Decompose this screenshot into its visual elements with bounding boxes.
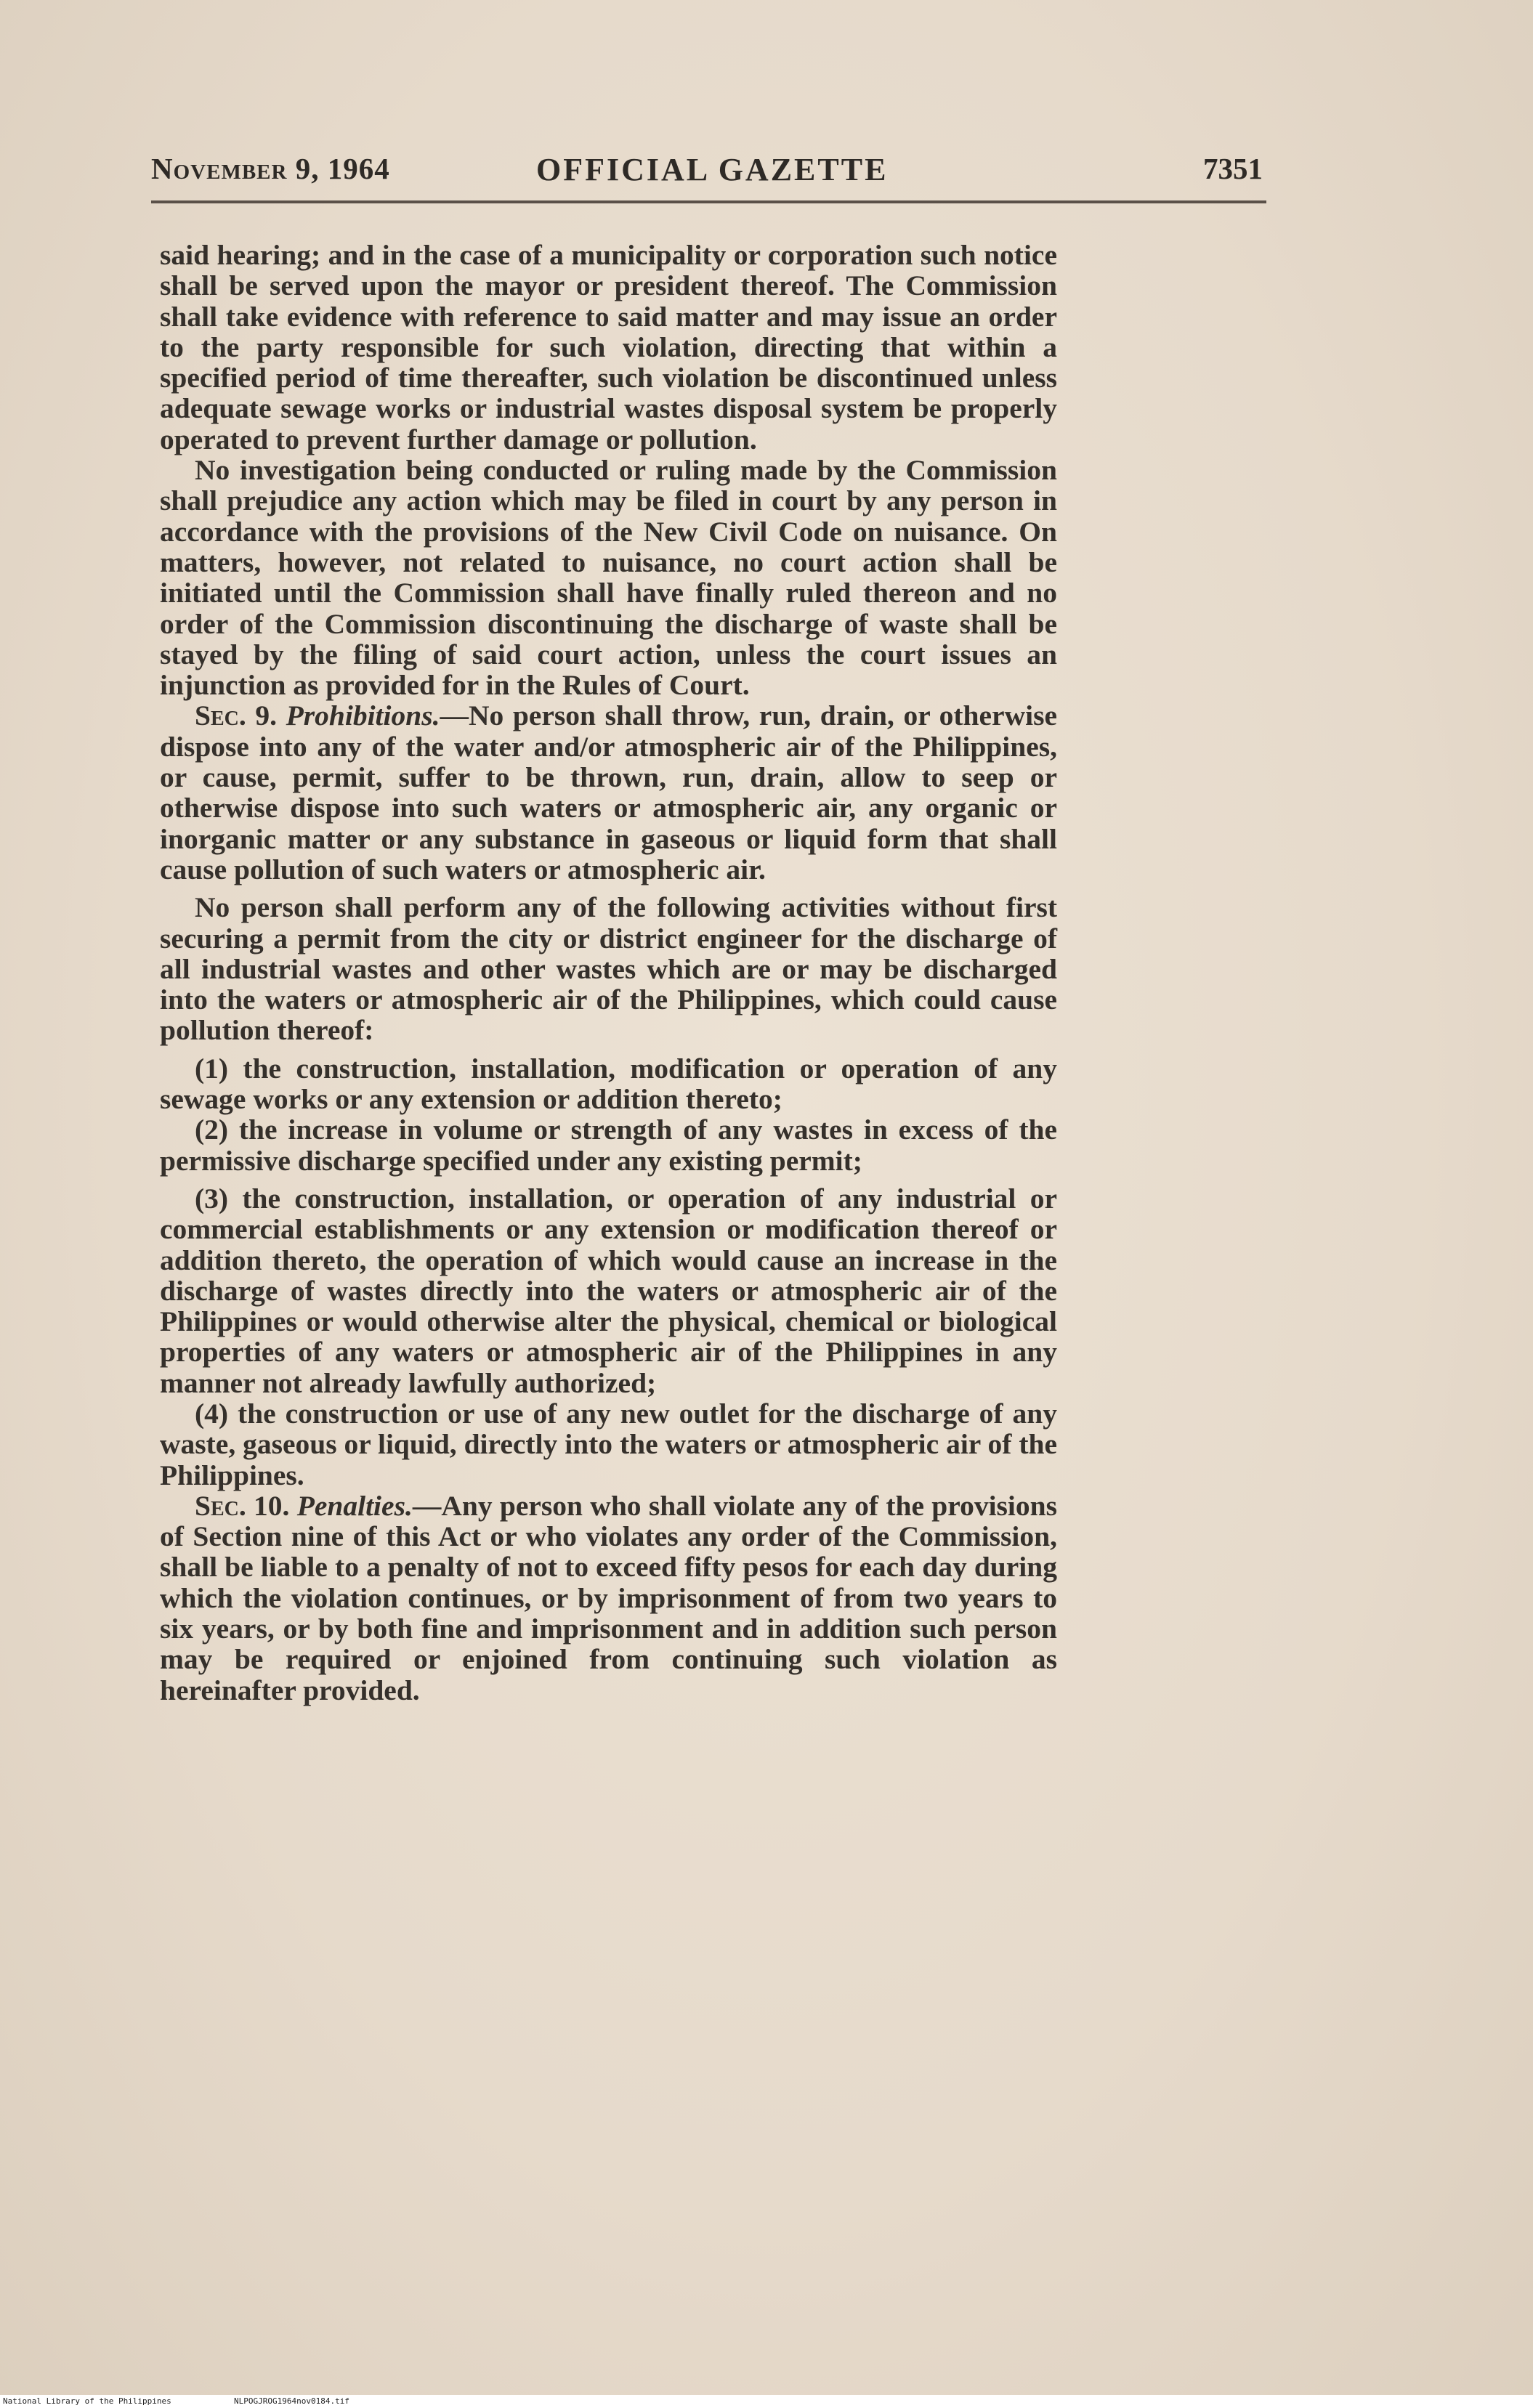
list-item [160, 1398, 1057, 1491]
page-number: 7351 [1203, 152, 1263, 185]
section-number: Sec. 9. [195, 700, 277, 732]
section-10-paragraph [160, 1491, 1057, 1706]
section-heading: Penalties. [296, 1489, 413, 1522]
section-9-paragraph [160, 700, 1057, 885]
paragraph-text: (2) the increase in volume or strength of any wastes in excess of the permissive discharge specified under any existing permit; [160, 1114, 1057, 1177]
list-item [160, 1053, 1057, 1115]
paragraph-text: No investigation being conducted or ruling made by the Commission shall prejudice any action which may be filed in court by any person in accordance with the provisions of the New Civil Code on nuisance. On matters, however, not related to nuisance, no court action shall be initiated until the Commission shall have finally ruled thereon and no order of the Commission discontinuing the discharge of waste shall be stayed by the filing of said court action, unless the court issues an injunction as provided for in the Rules of Court. [160, 454, 1057, 702]
publication-title: OFFICIAL GAZETTE [536, 152, 889, 187]
paragraph-text: said hearing; and in the case of a municipality or corporation such notice shall be served upon the mayor or president thereof. The Commission shall take evidence with reference to said matter and may issue an order to the party responsible for such violation, directing that within a specified period of time thereafter, such violation be discontinued unless adequate sewage works or industrial wastes disposal system be properly operated to prevent further damage or pollution. [160, 239, 1057, 455]
paragraph [160, 240, 1057, 455]
section-heading: Prohibitions. [286, 700, 440, 732]
paragraph [160, 892, 1057, 1045]
list-item [160, 1183, 1057, 1398]
section-number: Sec. 10. [195, 1489, 290, 1522]
library-credit: National Library of the Philippines [3, 2396, 171, 2406]
paragraph-text: (4) the construction or use of any new outlet for the discharge of any waste, gaseous or liquid, directly into the waters or atmospheric air of the Philippines. [160, 1397, 1057, 1491]
body-text [160, 240, 1057, 1706]
paragraph-text: (3) the construction, installation, or operation of any industrial or commercial establishments or any extension or modification thereof or addition thereto, the operation of which would cause an increase in the discharge of wastes directly into the waters or atmospheric air of the Philippines or would otherwise alter the physical, chemical or biological properties of any waters or atmospheric air of the Philippines in any manner not already lawfully authorized; [160, 1182, 1057, 1399]
paragraph-text: —Any person who shall violate any of the provisions of Section nine of this Act or who violates any order of the Commission, shall be liable to a penalty of not to exceed fifty pesos for each day during which the violation continues, or by imprisonment of from two years to six years, or by both fine and imprisonment and in addition such person may be required or enjoined from continuing such violation as hereinafter provided. [160, 1489, 1057, 1706]
paragraph-text: (1) the construction, installation, modification or operation of any sewage works or any extension or addition thereto; [160, 1052, 1057, 1116]
paragraph-text: —No person shall throw, run, drain, or otherwise dispose into any of the water and/or atmospheric air of the Philippines, or cause, permit, suffer to be thrown, run, drain, allow to seep or otherwise dispose into such waters or atmospheric air, any organic or inorganic matter or any substance in gaseous or liquid form that shall cause pollution of such waters or atmospheric air. [160, 700, 1057, 885]
paragraph [160, 455, 1057, 700]
scan-filename: NLPOGJROG1964nov0184.tif [234, 2396, 349, 2406]
issue-date: November 9, 1964 [151, 152, 390, 185]
page-header [151, 151, 1263, 192]
header-rule [151, 200, 1266, 203]
list-item [160, 1114, 1057, 1176]
scan-footer [0, 2395, 1533, 2408]
paragraph-text: No person shall perform any of the following activities without first securing a permit from the city or district engineer for the discharge of all industrial wastes and other wastes which are or may be discharged into the waters or atmospheric air of the Philippines, which could cause pollution thereof: [160, 891, 1057, 1047]
